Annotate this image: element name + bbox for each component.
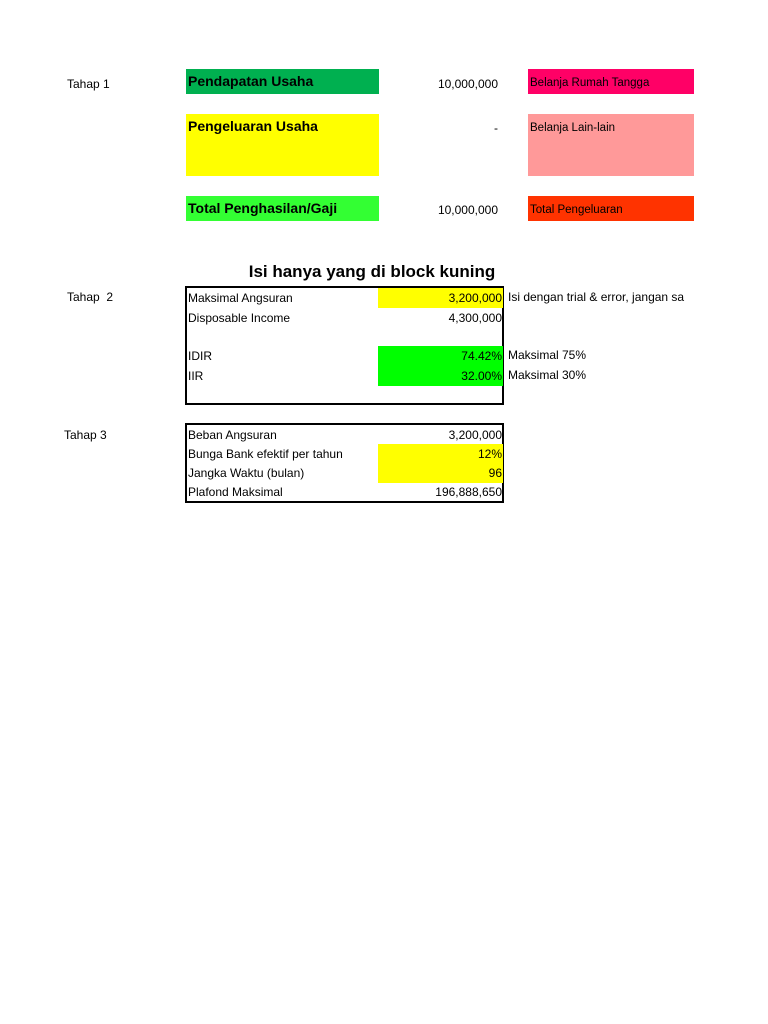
table-row xyxy=(187,288,502,308)
idir-value: 74.42% xyxy=(378,346,503,366)
pengeluaran-usaha-cell[interactable] xyxy=(186,114,379,176)
total-penghasilan-value[interactable]: 10,000,000 xyxy=(437,203,498,217)
belanja-lain-lain-cell[interactable] xyxy=(528,114,694,176)
jangka-waktu-input[interactable]: 96 xyxy=(378,463,503,483)
pendapatan-usaha-cell[interactable] xyxy=(186,69,379,94)
disposable-income-label: Disposable Income xyxy=(188,311,291,325)
iir-max-note: Maksimal 30% xyxy=(508,368,587,382)
total-penghasilan-cell[interactable] xyxy=(186,196,379,221)
belanja-lain-lain-label: Belanja Lain-lain xyxy=(530,122,616,134)
pengeluaran-usaha-label: Pengeluaran Usaha xyxy=(188,118,318,134)
jangka-waktu-label: Jangka Waktu (bulan) xyxy=(188,466,305,480)
plafond-maksimal-value: 196,888,650 xyxy=(435,485,502,499)
trial-error-note: Isi dengan trial & error, jangan sa xyxy=(508,290,685,304)
table-row xyxy=(187,463,502,483)
table-row xyxy=(187,308,502,328)
bunga-bank-label: Bunga Bank efektif per tahun xyxy=(188,447,343,461)
stage2-label: Tahap 2 xyxy=(67,290,114,304)
bunga-bank-input[interactable]: 12% xyxy=(378,444,503,464)
table-row xyxy=(187,482,502,502)
plafond-maksimal-label: Plafond Maksimal xyxy=(188,485,283,499)
table-row xyxy=(187,425,502,445)
iir-value: 32.00% xyxy=(378,366,503,386)
beban-angsuran-value: 3,200,000 xyxy=(448,428,502,442)
stage3-label: Tahap 3 xyxy=(64,428,107,442)
total-pengeluaran-label: Total Pengeluaran xyxy=(530,204,623,216)
total-pengeluaran-cell[interactable] xyxy=(528,196,694,221)
pendapatan-usaha-value[interactable]: 10,000,000 xyxy=(437,77,498,91)
table-row xyxy=(187,346,502,366)
idir-max-note: Maksimal 75% xyxy=(508,348,587,362)
pengeluaran-usaha-value[interactable]: - xyxy=(494,121,498,135)
idir-label: IDIR xyxy=(188,349,212,363)
disposable-income-value: 4,300,000 xyxy=(448,311,502,325)
maksimal-angsuran-input[interactable]: 3,200,000 xyxy=(378,288,503,308)
table-row xyxy=(187,444,502,464)
belanja-rumah-tangga-cell[interactable] xyxy=(528,69,694,94)
iir-label: IIR xyxy=(188,369,204,383)
stage1-label: Tahap 1 xyxy=(67,77,110,91)
stage2-table xyxy=(185,286,504,405)
maksimal-angsuran-label: Maksimal Angsuran xyxy=(188,291,293,305)
beban-angsuran-label: Beban Angsuran xyxy=(188,428,277,442)
table-row xyxy=(187,366,502,386)
pendapatan-usaha-label: Pendapatan Usaha xyxy=(188,73,314,89)
instruction-heading: Isi hanya yang di block kuning xyxy=(248,262,496,281)
stage3-table xyxy=(185,423,504,503)
belanja-rumah-tangga-label: Belanja Rumah Tangga xyxy=(530,77,650,89)
total-penghasilan-label: Total Penghasilan/Gaji xyxy=(188,200,338,216)
